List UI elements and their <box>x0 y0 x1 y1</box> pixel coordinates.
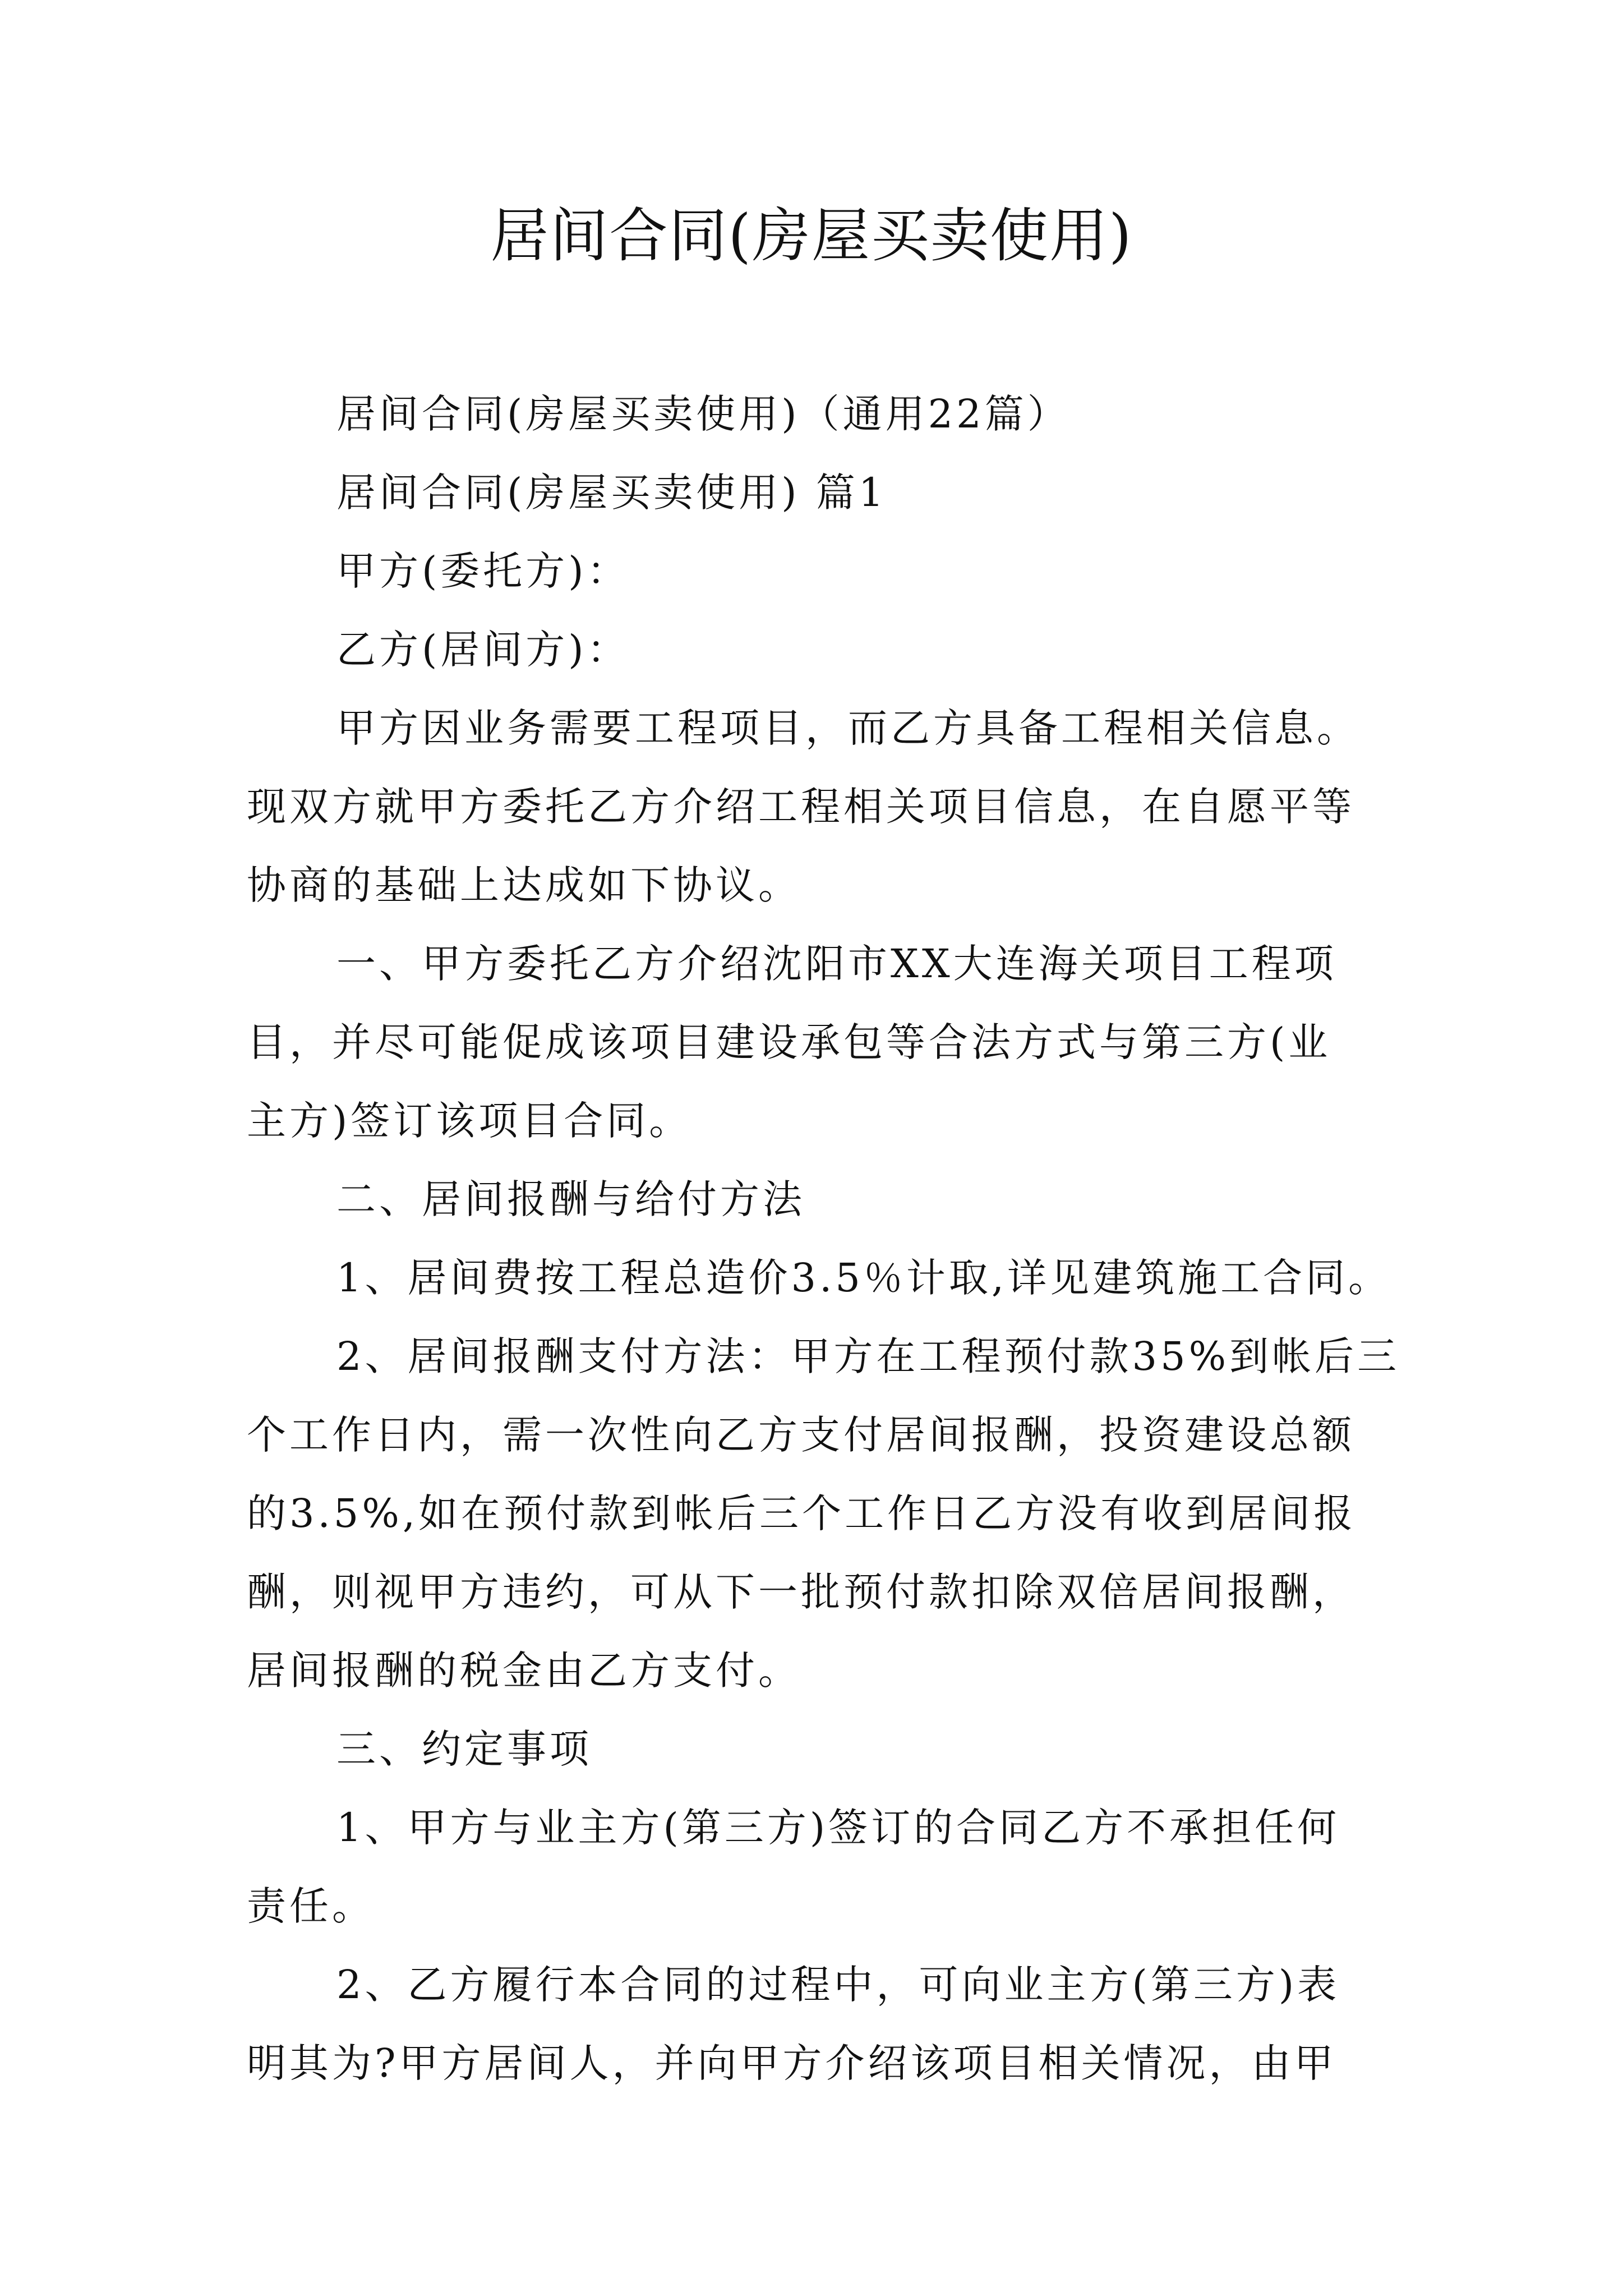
paragraph-line: 明其为?甲方居间人，并向甲方介绍该项目相关情况，由甲 <box>247 2040 1337 2086</box>
paragraph-line: 2、居间报酬支付方法：甲方在工程预付款35%到帐后三 <box>336 1333 1400 1379</box>
paragraph-line: 责任。 <box>247 1883 375 1929</box>
paragraph-line: 协商的基础上达成如下协议。 <box>247 862 801 908</box>
paragraph-line: 居间报酬的税金由乙方支付。 <box>247 1648 801 1694</box>
paragraph-line: 一、甲方委托乙方介绍沈阳市XX大连海关项目工程项 <box>336 941 1337 987</box>
section-heading-line: 三、约定事项 <box>336 1726 592 1772</box>
paragraph-line: 个工作日内，需一次性向乙方支付居间报酬，投资建设总额 <box>247 1412 1355 1458</box>
paragraph-line: 甲方因业务需要工程项目，而乙方具备工程相关信息。 <box>336 705 1359 751</box>
paragraph-line: 现双方就甲方委托乙方介绍工程相关项目信息，在自愿平等 <box>247 784 1355 830</box>
section-heading-line: 二、居间报酬与给付方法 <box>336 1176 805 1222</box>
party-b-line: 乙方(居间方)： <box>336 627 630 673</box>
paragraph-line: 酬，则视甲方违约，可从下一批预付款扣除双倍居间报酬， <box>247 1569 1355 1615</box>
document-title: 居间合同(房屋买卖使用) <box>490 201 1133 270</box>
paragraph-line: 1、居间费按工程总造价3.5％计取,详见建筑施工合同。 <box>336 1255 1391 1301</box>
paragraph-line: 2、乙方履行本合同的过程中，可向业主方(第三方)表 <box>336 1962 1340 2008</box>
paragraph-line: 1、甲方与业主方(第三方)签订的合同乙方不承担任何 <box>336 1805 1340 1851</box>
subtitle-line: 居间合同(房屋买卖使用)（通用22篇） <box>336 391 1070 437</box>
party-a-line: 甲方(委托方)： <box>336 548 630 594</box>
paragraph-line: 目，并尽可能促成该项目建设承包等合法方式与第三方(业 <box>247 1019 1331 1065</box>
paragraph-line: 主方)签订该项目合同。 <box>247 1098 692 1144</box>
section-heading-line: 居间合同(房屋买卖使用) 篇1 <box>336 470 887 516</box>
paragraph-line: 的3.5%,如在预付款到帐后三个工作日乙方没有收到居间报 <box>247 1490 1357 1536</box>
